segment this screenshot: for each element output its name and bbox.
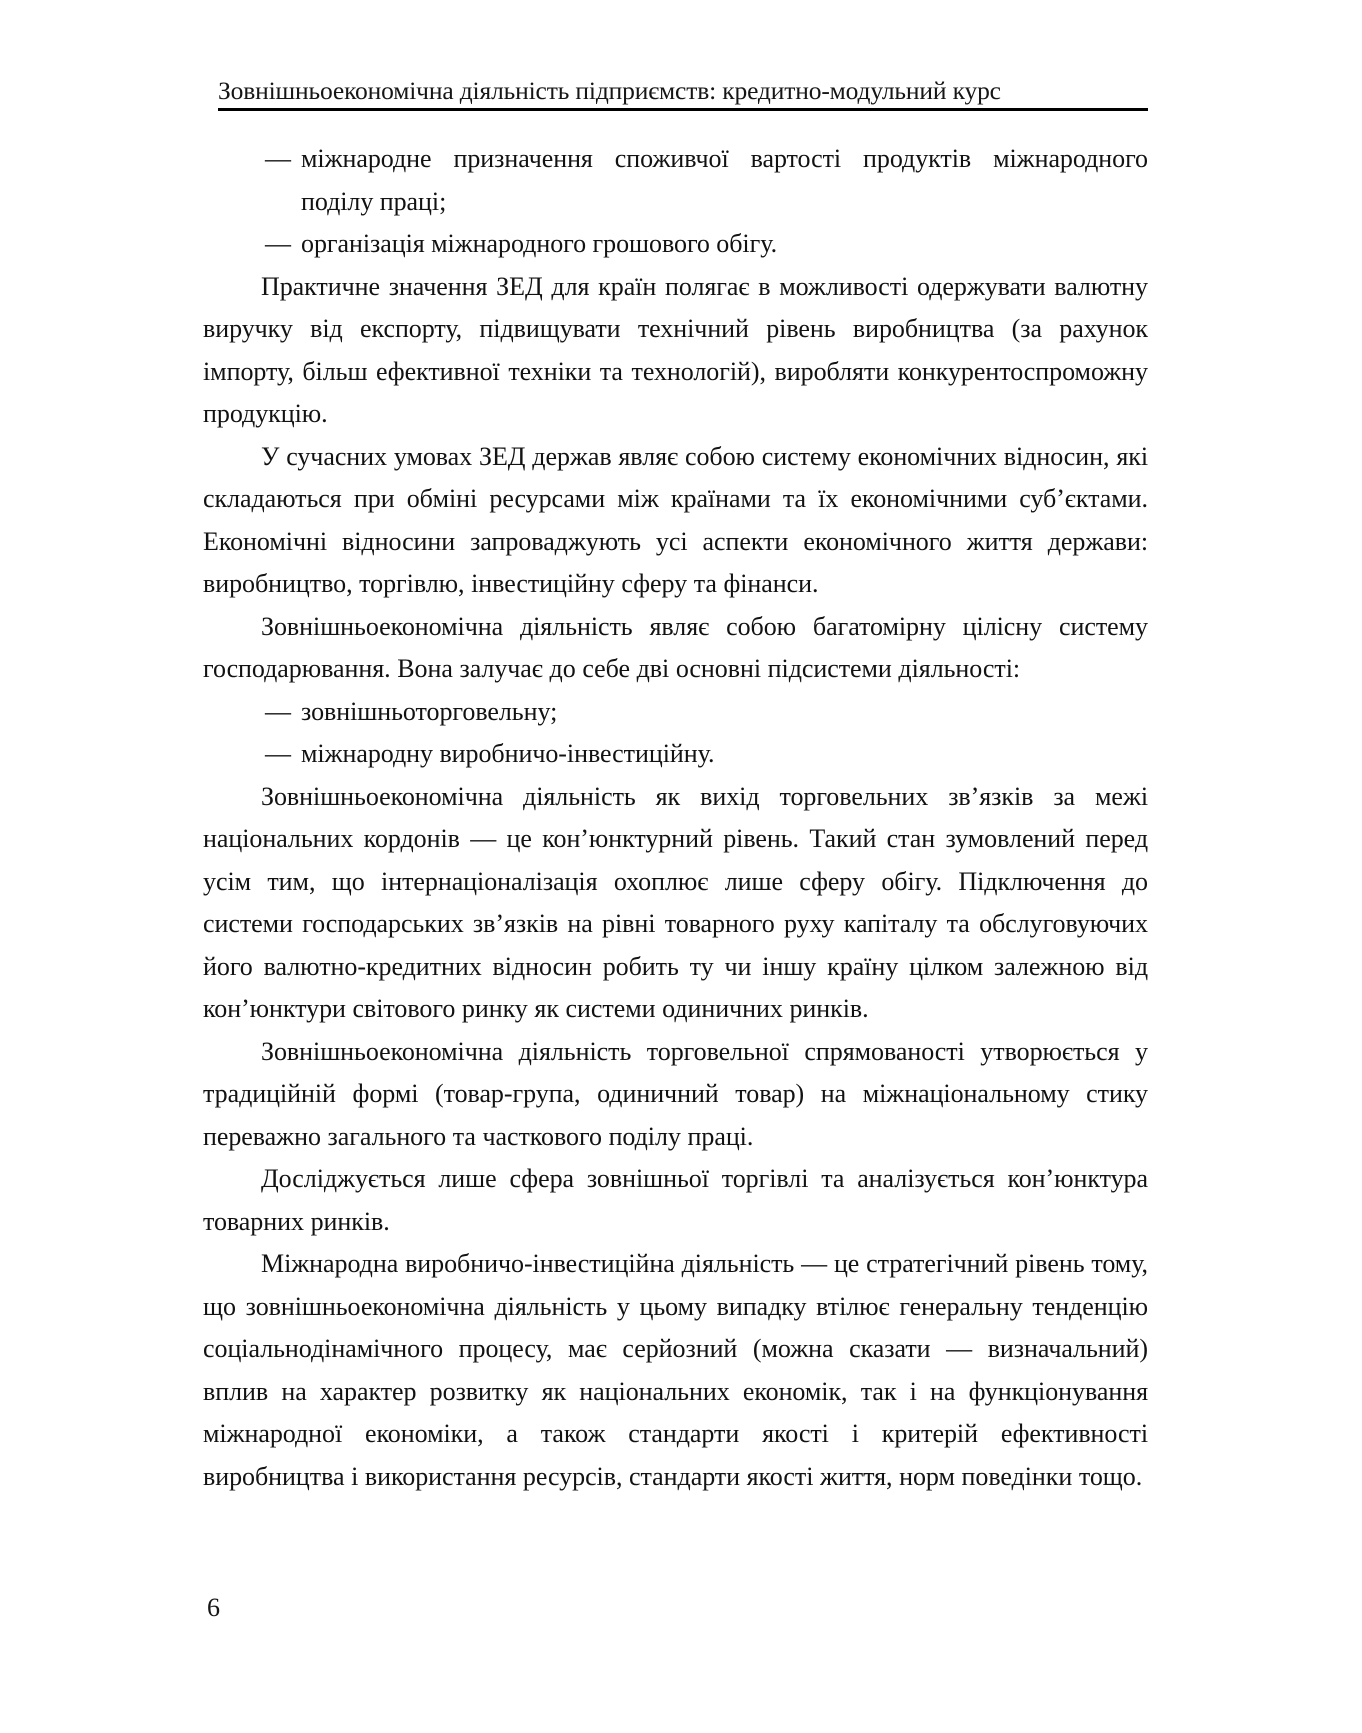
- list-item: [203, 691, 1148, 734]
- bullet-list-one: [203, 138, 1148, 266]
- dash-marker-icon: —: [265, 696, 291, 726]
- dash-marker-icon: —: [265, 144, 291, 173]
- paragraph: У сучасних умовах ЗЕД держав являє собою систему економічних відносин, які складаються при обміні ресурсами між країнами та їх економічними суб’єктами. Економічні відносини запроваджують усі аспекти економічного життя держави: виробництво, торгівлю, інвестиційну сферу та фінанси.: [203, 441, 1148, 598]
- list-item: [203, 138, 1148, 223]
- bullet-list-two: [203, 691, 1148, 776]
- body-text-column: [203, 138, 1148, 1498]
- list-item-text: міжнародну виробничо-інвестиційну.: [301, 739, 715, 768]
- paragraph: Міжнародна виробничо-інвестиційна діяльність — це стратегічний рівень тому, що зовнішньоекономічна діяльність у цьому випадку втілює генеральну тенденцію соціальнодінамічного процесу, має серйозний (можна сказати — визначальний) вплив на характер розвитку як національних економік, так і на функціонування міжнародної економіки, а також стандарти якості і критерій ефективності виробництва і використання ресурсів, стандарти якості життя, норм поведінки тощо.: [203, 1249, 1148, 1491]
- paragraph: Зовнішньоекономічна діяльність як вихід торговельних зв’язків за межі національних кордонів — це кон’юнктурний рівень. Такий стан зумовлений перед усім тим, що інтернаціоналізація охоплює лише сферу обігу. Підключення до системи господарських зв’язків на рівні товарного руху капіталу та обслуговуючих його валютно-кредитних відносин робить ту чи іншу країну цілком залежною від кон’юнктури світового ринку як системи одиничних ринків.: [203, 781, 1148, 1023]
- running-header: [218, 76, 1148, 111]
- dash-marker-icon: —: [265, 229, 291, 258]
- list-item-text: організація міжнародного грошового обігу.: [301, 229, 778, 258]
- page-number: 6: [207, 1593, 220, 1622]
- list-item: [203, 223, 1148, 266]
- dash-marker-icon: —: [265, 739, 291, 768]
- paragraph: Практичне значення ЗЕД для країн полягає в можливості одержувати валютну виручку від експорту, підвищувати технічний рівень виробництва (за рахунок імпорту, більш ефективної техніки та технологій), виробляти конкурентоспроможну продукцію.: [203, 271, 1148, 428]
- list-item-text: міжнародне призначення споживчої вартості продуктів міжнародного поділу праці;: [301, 144, 1148, 216]
- header-rule-divider: [218, 108, 1148, 111]
- paragraph: Зовнішньоекономічна діяльність торговельної спрямованості утворюється у традиційній формі (товар-група, одиничний товар) на міжнаціональному стику переважно загального та часткового поділу праці.: [203, 1036, 1148, 1151]
- running-header-title: Зовнішньоекономічна діяльність підприємств: кредитно-модульний курс: [218, 76, 1001, 105]
- paragraph: Досліджується лише сфера зовнішньої торгівлі та аналізується кон’юнктура товарних ринків.: [203, 1164, 1148, 1236]
- paragraph: Зовнішньоекономічна діяльність являє собою багатомірну цілісну систему господарювання. Вона залучає до себе дві основні підсистеми діяльності:: [203, 611, 1148, 683]
- list-item-text: зовнішньоторговельну;: [301, 696, 558, 726]
- list-item: [203, 733, 1148, 776]
